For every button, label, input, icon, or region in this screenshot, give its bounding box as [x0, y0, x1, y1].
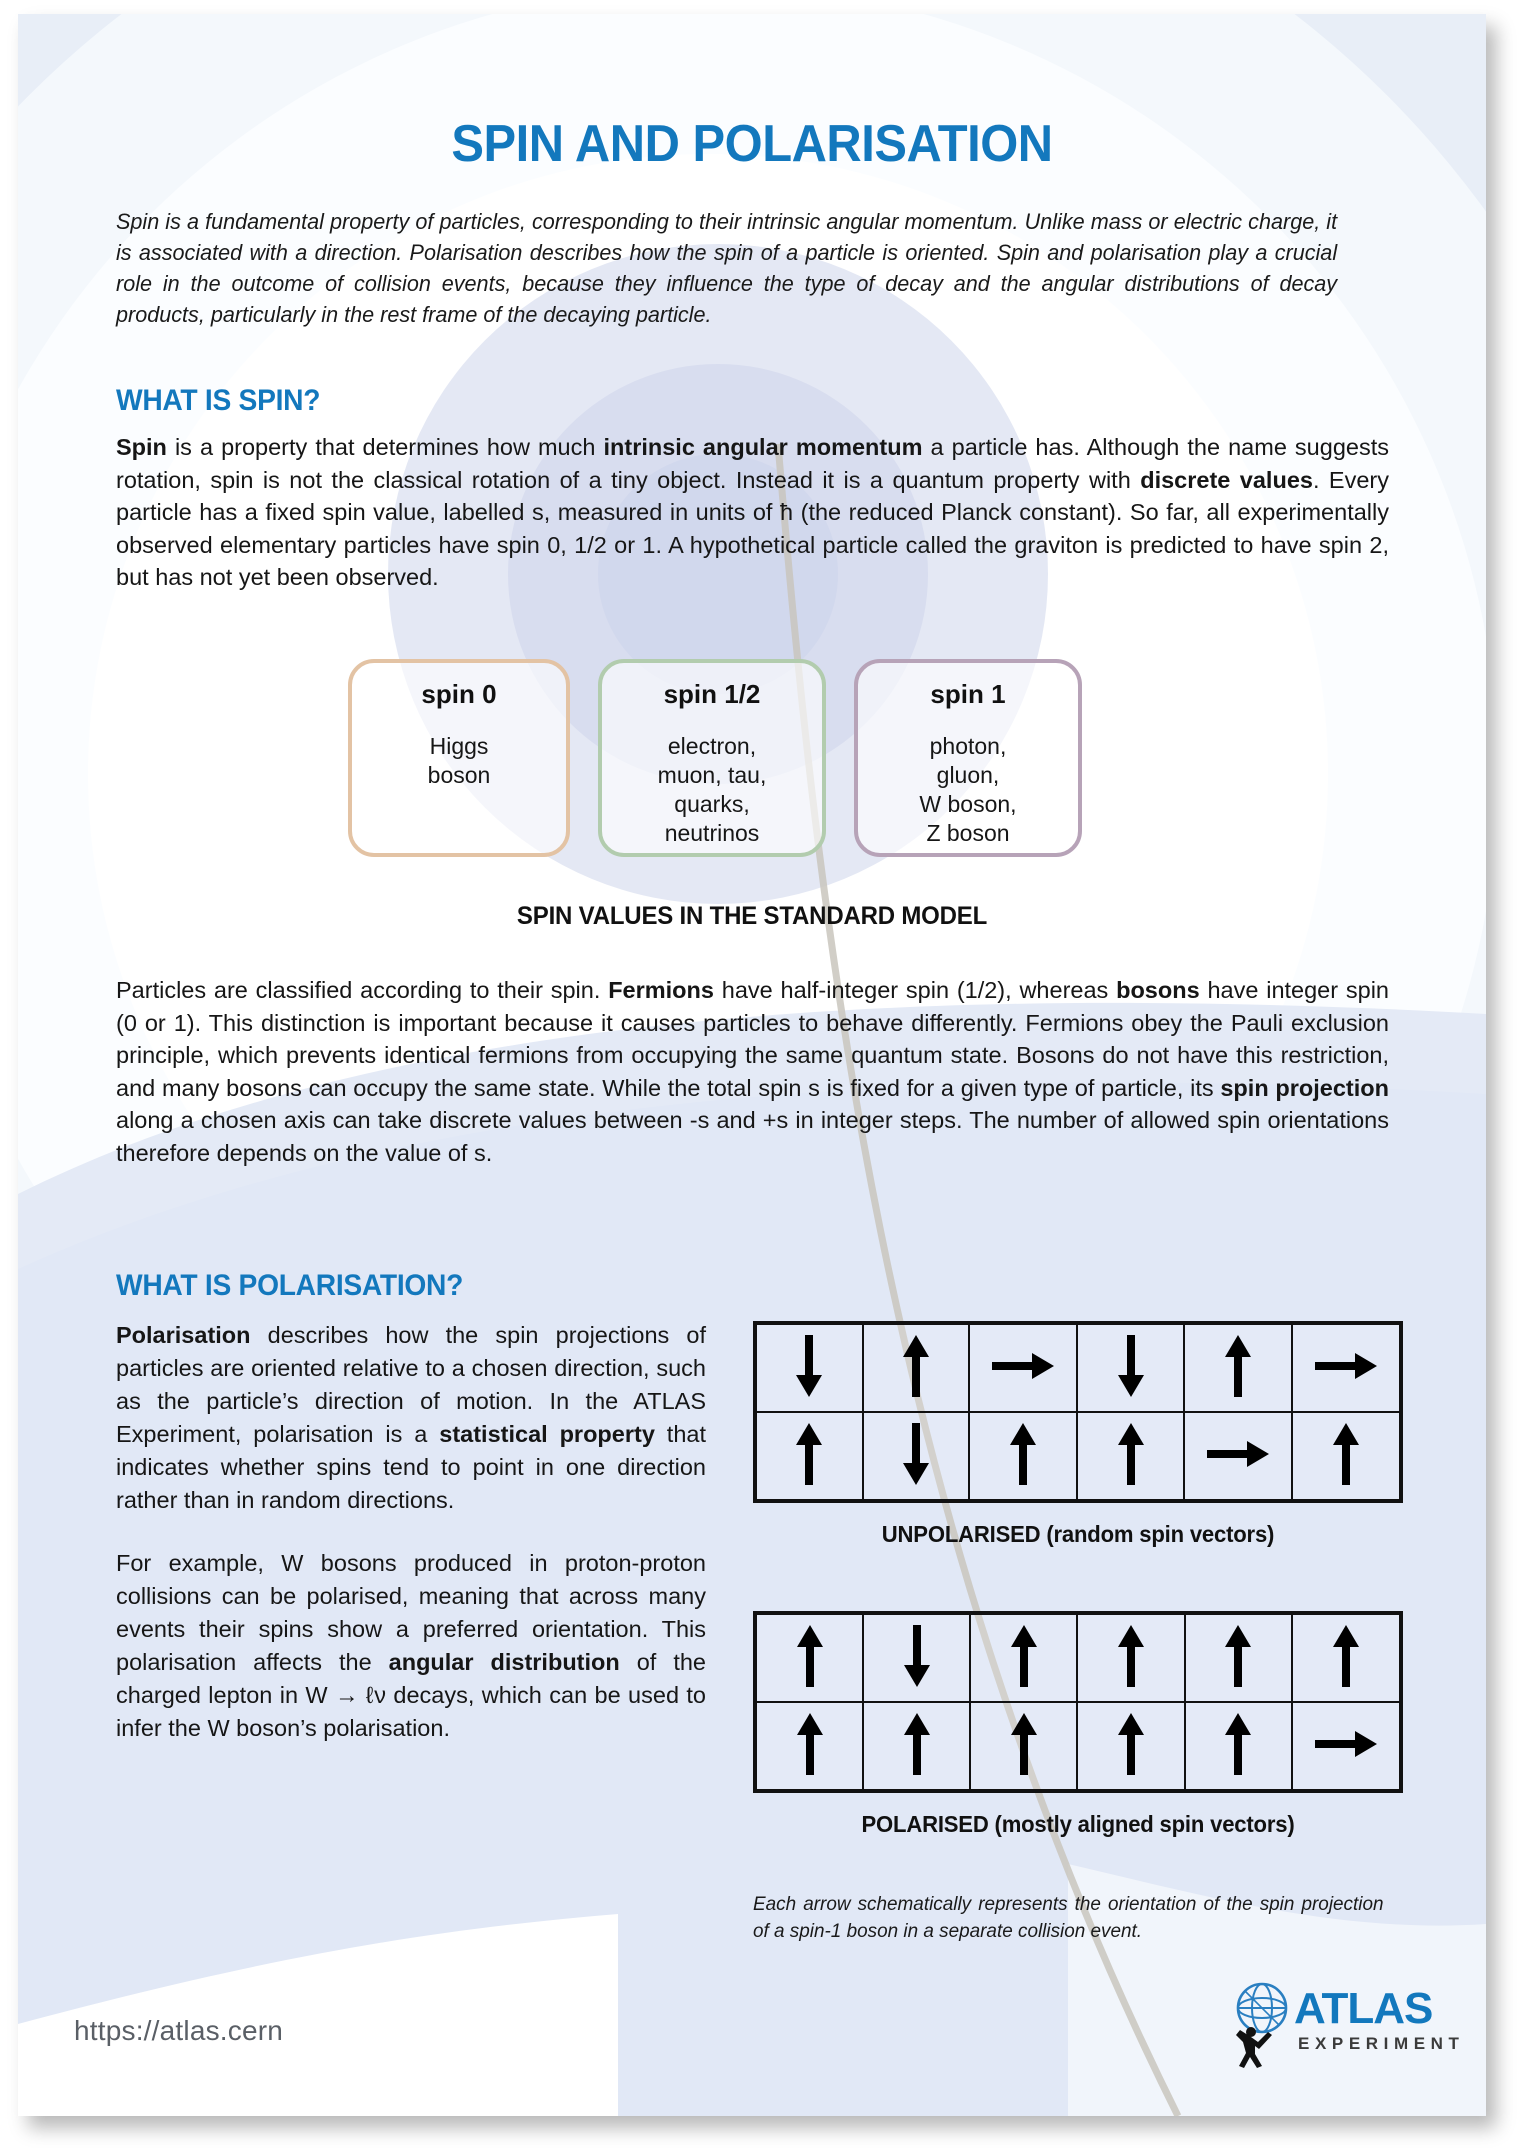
spin-box-spin-0 — [348, 659, 570, 857]
arrow-grid-note: Each arrow schematically represents the orientation of the spin projection of a spin-1 boson in a separate collision event. — [753, 1893, 1384, 1942]
fermion-boson-paragraph: Particles are classified according to their spin. Fermions have half-integer spin (1/2), whereas bosons have integer spin (0 or 1). This distinction is important because it causes particles to behave differently. Fermions obey the Pauli exclusion principle, which prevents identical fermions from occupying the same quantum state. Bosons do not have this restriction, and many bosons can occupy the same state. While the total spin s is fixed for a given type of particle, its spin projection along a chosen axis can take discrete values between -s and +s in integer steps. The number of allowed spin orientations therefore depends on the value of s. — [116, 977, 1389, 1166]
atlas-globe-icon — [1228, 1980, 1294, 2068]
arrow-cell-down — [755, 1323, 863, 1412]
particle-line: Z boson — [926, 820, 1010, 846]
spin-value-boxes — [348, 659, 1178, 859]
particle-line: quarks, — [674, 791, 750, 817]
spin-box-particles — [858, 732, 1078, 848]
arrow-cell-right — [1184, 1412, 1292, 1501]
page-title: SPIN AND POLARISATION — [451, 115, 1053, 173]
arrow-down-icon — [900, 1625, 934, 1687]
particle-line: photon, — [929, 733, 1007, 759]
arrow-cell-up — [1292, 1412, 1401, 1501]
atlas-logo — [1228, 1980, 1465, 2072]
arrow-up-icon — [793, 1713, 827, 1775]
atlas-subwordmark: EXPERIMENT — [1298, 2034, 1465, 2053]
arrow-cell-up — [1184, 1323, 1292, 1412]
particle-line: W boson, — [919, 791, 1017, 817]
arrow-right-icon — [1315, 1349, 1377, 1383]
arrow-grid — [753, 1611, 1403, 1793]
polarisation-text-column — [116, 1319, 706, 1775]
arrow-cell-right — [1292, 1702, 1401, 1791]
arrow-cell-up — [755, 1702, 863, 1791]
arrow-grid-row — [755, 1412, 1401, 1501]
arrow-up-icon — [1007, 1713, 1041, 1775]
arrow-up-icon — [1329, 1423, 1363, 1485]
arrow-cell-down — [1077, 1323, 1184, 1412]
spin-box-spin-1-2 — [598, 659, 826, 857]
arrow-cell-up — [755, 1412, 863, 1501]
polarisation-paragraph-1: Polarisation describes how the spin projections of particles are oriented relative to a chosen direction, such as the particle’s direction of motion. In the ATLAS Experiment, polarisation is a statistical property that indicates whether spins tend to point in one direction rather than in random directions. — [116, 1322, 706, 1513]
arrow-up-icon — [1006, 1423, 1040, 1485]
intro-paragraph: Spin is a fundamental property of particles, corresponding to their intrinsic angular momentum. Unlike mass or electric charge, it is associated with a direction. Polarisation describes how the spin of a particle is oriented. Spin and polarisation play a crucial role in the outcome of collision events, because they influence the type of decay and the angular distributions of decay products, particularly in the rest frame of the decaying particle. — [116, 209, 1338, 327]
arrow-cell-up — [1077, 1702, 1184, 1791]
arrow-right-icon — [1315, 1727, 1377, 1761]
arrow-up-icon — [1221, 1625, 1255, 1687]
arrow-up-icon — [792, 1423, 826, 1485]
arrow-grid-row — [755, 1323, 1401, 1412]
arrow-cell-down — [863, 1412, 970, 1501]
polarisation-paragraph-2: For example, W bosons produced in proton-proton collisions can be polarised, meaning that across many events their spins show a preferred orientation. This polarisation affects the angular distribution of the charged lepton in W → ℓν decays, which can be used to infer the W boson’s polarisation. — [116, 1550, 707, 1741]
arrow-down-icon — [1114, 1335, 1148, 1397]
spin-paragraph: Spin is a property that determines how much intrinsic angular momentum a particle has. Although the name suggests rotation, spin is not the classical rotation of a tiny object. Instead it is a quantum property with discrete values. Every particle has a fixed spin value, labelled s, measured in units of ħ (the reduced Planck constant). So far, all experimentally observed elementary particles have spin 0, 1/2 or 1. A hypothetical particle called the graviton is predicted to have spin 2, but has not yet been observed. — [116, 434, 1389, 590]
poster — [18, 14, 1486, 2116]
particle-line: Higgs — [429, 733, 489, 759]
spin-box-label: spin 1/2 — [663, 679, 761, 709]
particle-line: electron, — [667, 733, 757, 759]
spin-box-particles — [602, 732, 822, 848]
arrow-up-icon — [1114, 1625, 1148, 1687]
particle-line: gluon, — [936, 762, 1000, 788]
arrow-down-icon — [899, 1423, 933, 1485]
particle-line: neutrinos — [664, 820, 760, 846]
arrow-up-icon — [899, 1335, 933, 1397]
arrow-cell-up — [1077, 1412, 1184, 1501]
arrow-up-icon — [1114, 1423, 1148, 1485]
arrow-cell-up — [863, 1702, 970, 1791]
arrow-cell-up — [1185, 1702, 1292, 1791]
arrow-right-icon — [1207, 1437, 1269, 1471]
arrow-cell-up — [1292, 1613, 1401, 1702]
arrow-up-icon — [900, 1713, 934, 1775]
arrow-cell-up — [969, 1412, 1077, 1501]
arrow-right-icon — [992, 1349, 1054, 1383]
atlas-atlas-figure — [1236, 2027, 1272, 2068]
polarised-grid-figure — [753, 1611, 1403, 1838]
arrow-grid-row — [755, 1613, 1401, 1702]
unpolarised-grid-figure — [753, 1321, 1403, 1548]
atlas-wordmark: ATLAS — [1294, 1984, 1433, 2033]
footer-url[interactable]: https://atlas.cern — [74, 2015, 284, 2046]
spin-box-label: spin 0 — [421, 679, 497, 709]
spin-box-particles — [352, 732, 566, 790]
arrow-down-icon — [792, 1335, 826, 1397]
arrow-cell-right — [969, 1323, 1077, 1412]
arrow-grid — [753, 1321, 1403, 1503]
arrow-grid-row — [755, 1702, 1401, 1791]
unpolarised-caption: UNPOLARISED (random spin vectors) — [881, 1521, 1275, 1547]
heading-what-is-spin: WHAT IS SPIN? — [116, 384, 321, 417]
arrow-cell-up — [970, 1702, 1077, 1791]
polarised-caption: POLARISED (mostly aligned spin vectors) — [861, 1811, 1295, 1837]
arrow-cell-up — [1077, 1613, 1184, 1702]
arrow-cell-up — [1185, 1613, 1292, 1702]
particle-line: muon, tau, — [657, 762, 767, 788]
arrow-cell-up — [863, 1323, 970, 1412]
arrow-cell-up — [755, 1613, 863, 1702]
arrow-cell-down — [863, 1613, 970, 1702]
arrow-up-icon — [1221, 1335, 1255, 1397]
spin-box-label: spin 1 — [930, 679, 1006, 709]
arrow-cell-up — [970, 1613, 1077, 1702]
arrow-up-icon — [1007, 1625, 1041, 1687]
arrow-up-icon — [793, 1625, 827, 1687]
spin-box-spin-1 — [854, 659, 1082, 857]
heading-what-is-polarisation: WHAT IS POLARISATION? — [116, 1269, 464, 1302]
arrow-up-icon — [1221, 1713, 1255, 1775]
spin-boxes-caption: SPIN VALUES IN THE STANDARD MODEL — [516, 902, 988, 930]
arrow-up-icon — [1114, 1713, 1148, 1775]
arrow-cell-right — [1292, 1323, 1401, 1412]
particle-line: boson — [427, 762, 491, 788]
arrow-up-icon — [1329, 1625, 1363, 1687]
